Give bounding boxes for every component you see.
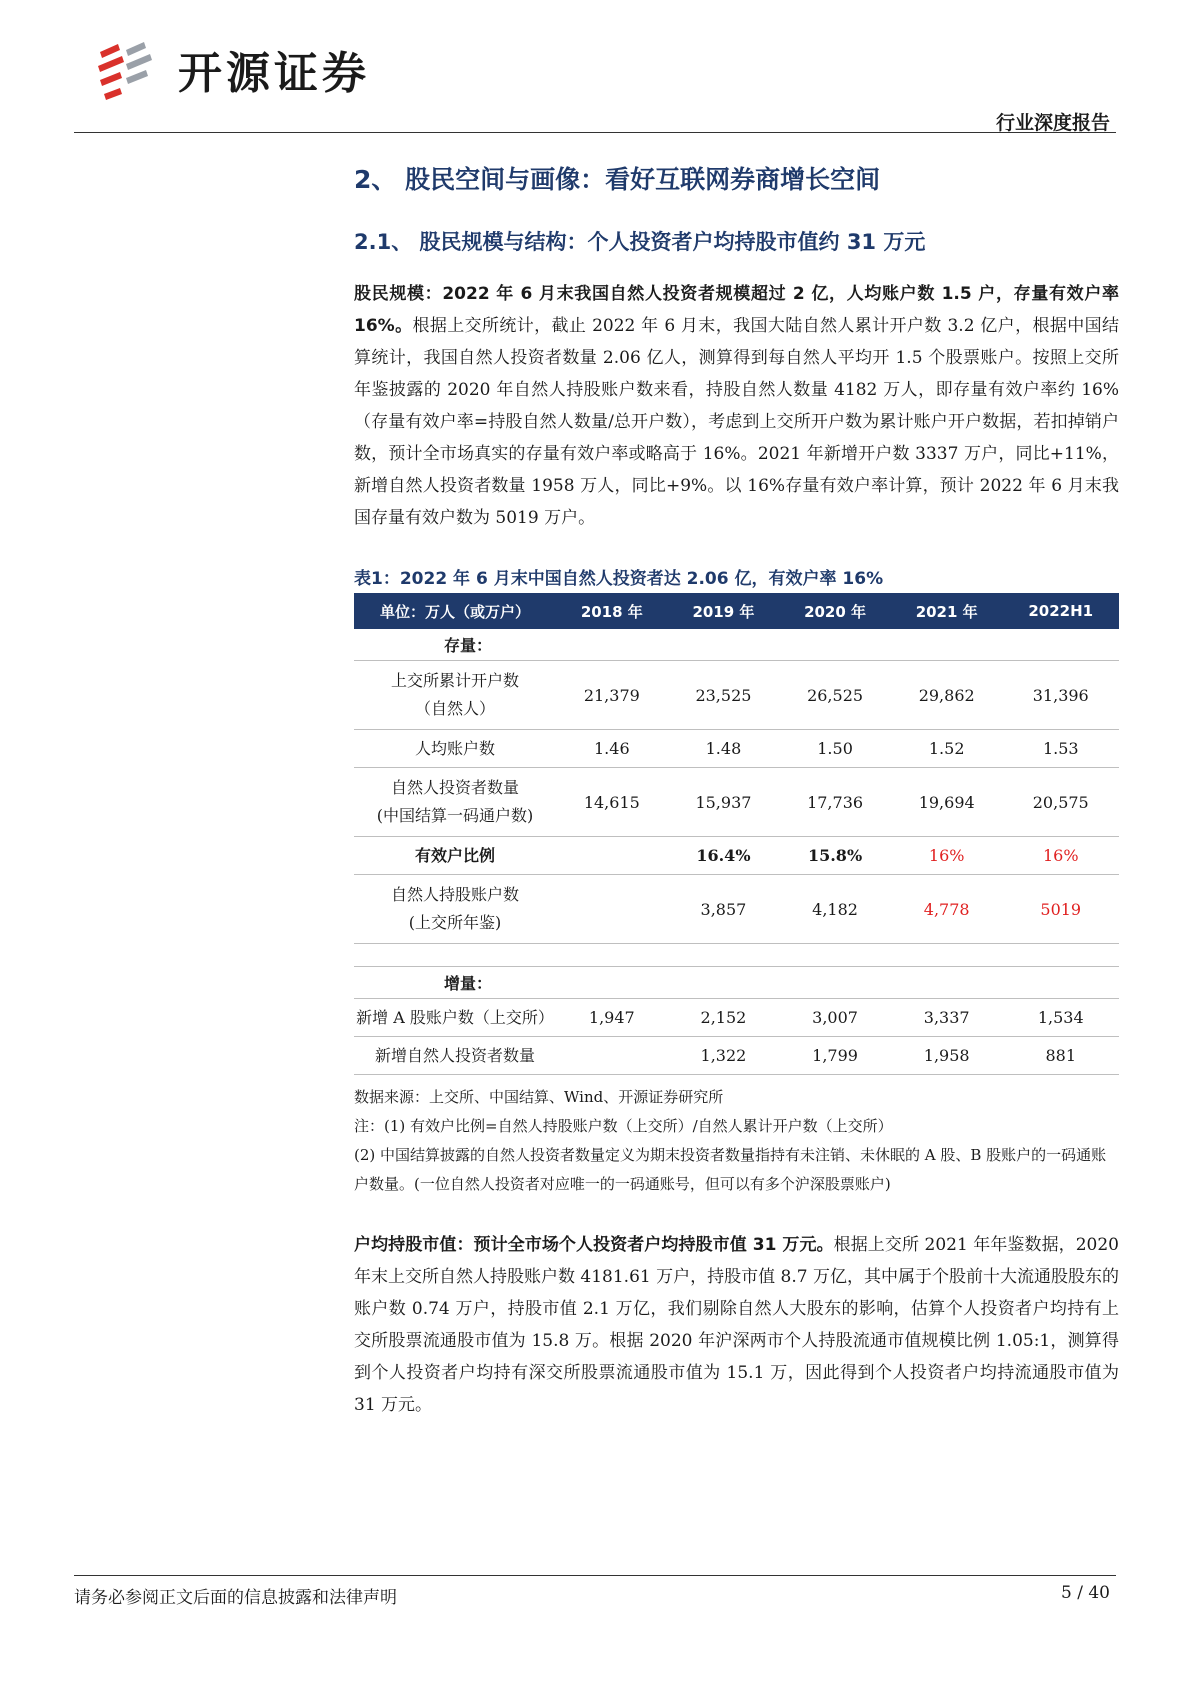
table-note-2: (2) 中国结算披露的自然人投资者数量定义为期末投资者数量指持有未注销、未休眠的 A 股、B 股账户的一码通账户数量。(一位自然人投资者对应唯一的一码通账号，但可以有多个沪深股票账户) <box>354 1146 1107 1193</box>
table-row: 自然人投资者数量 (中国结算一码通户数) 14,615 15,937 17,736 19,694 20,575 <box>354 768 1119 837</box>
main-content <box>354 150 1119 1421</box>
company-logo <box>96 36 370 102</box>
table-row: 上交所累计开户数 （自然人） 21,379 23,525 26,525 29,862 31,396 <box>354 661 1119 730</box>
page-number: 5 / 40 <box>1061 1583 1110 1603</box>
col-2018: 2018 年 <box>556 593 668 629</box>
table-row: 有效户比例 16.4% 15.8% 16% 16% <box>354 837 1119 875</box>
col-2021: 2021 年 <box>891 593 1003 629</box>
header-divider <box>74 132 1116 133</box>
paragraph-investor-scale <box>354 278 1119 534</box>
table-title: 表1：2022 年 6 月末中国自然人投资者达 2.06 亿，有效户率 16% <box>354 569 884 589</box>
table-row: 自然人持股账户数 (上交所年鉴) 3,857 4,182 4,778 5019 <box>354 875 1119 944</box>
report-type: 行业深度报告 <box>995 112 1110 134</box>
footer-disclaimer: 请务必参阅正文后面的信息披露和法律声明 <box>74 1588 397 1608</box>
col-2019: 2019 年 <box>668 593 780 629</box>
col-2022h1: 2022H1 <box>1003 593 1120 629</box>
logo-stripes-icon <box>96 36 162 102</box>
table-section-flow: 增量： <box>354 967 1119 999</box>
col-2020: 2020 年 <box>779 593 891 629</box>
table-notes <box>354 1083 1119 1199</box>
table-row: 新增自然人投资者数量 1,322 1,799 1,958 881 <box>354 1037 1119 1075</box>
paragraph-text: 根据上交所统计，截止 2022 年 6 月末，我国大陆自然人累计开户数 3.2 亿户，根据中国结算统计，我国自然人投资者数量 2.06 亿人，测算得到每自然人平均开 1.5 个股票账户。按照上交所年鉴披露的 2020 年自然人持股账户数来看，持股自然人数量 4182 万人，即存量有效户率约 16%（存量有效户率=持股自然人数量/总开户数），考虑到上交所开户数为累计账户开户数据，若扣掉销户数，预计全市场真实的存量有效户率或略高于 16%。2021 年新增开户数 3337 万户，同比+11%，新增自然人投资者数量 1958 万人，同比+9%。以 16%存量有效户率计算，预计 2022 年 6 月末我国存量有效户数为 5019 万户。 <box>354 316 1119 528</box>
table-spacer-row <box>354 944 1119 967</box>
table-note-1: 注：(1) 有效户比例=自然人持股账户数（上交所）/自然人累计开户数（上交所） <box>354 1117 893 1135</box>
table-source: 数据来源：上交所、中国结算、Wind、开源证券研究所 <box>354 1088 724 1106</box>
footer-divider <box>74 1575 1116 1576</box>
section-subtitle: 2.1、 股民规模与结构：个人投资者户均持股市值约 31 万元 <box>354 230 926 254</box>
paragraph-text: 根据上交所 2021 年年鉴数据，2020 年末上交所自然人持股账户数 4181.61 万户，持股市值 8.7 万亿，其中属于个股前十大流通股股东的账户数 0.74 万户，持股市值 2.1 万亿，我们剔除自然人大股东的影响，估算个人投资者户均持有上交所股票流通股市值为 15.8 万。根据 2020 年沪深两市个人持股流通市值规模比例 1.05:1，测算得到个人投资者户均持有深交所股票流通股市值为 15.1 万，因此得到个人投资者户均持流通股市值为 31 万元。 <box>354 1235 1119 1415</box>
investor-table <box>354 593 1119 1075</box>
table-header-row <box>354 593 1119 629</box>
col-unit: 单位：万人（或万户） <box>354 593 556 629</box>
table-section-stock: 存量： <box>354 629 1119 661</box>
paragraph-lead: 户均持股市值：预计全市场个人投资者户均持股市值 31 万元。 <box>354 1235 834 1255</box>
paragraph-avg-holding <box>354 1229 1119 1421</box>
paragraph-lead: 股民规模：2022 年 6 月末我国自然人投资者规模超过 2 亿，人均账户数 1.5 户，存量有效户率 16%。 <box>354 284 1119 336</box>
table-row: 新增 A 股账户数（上交所） 1,947 2,152 3,007 3,337 1,534 <box>354 999 1119 1037</box>
company-name: 开源证券 <box>178 48 370 99</box>
section-title: 2、 股民空间与画像：看好互联网券商增长空间 <box>354 165 881 194</box>
table-row: 人均账户数 1.46 1.48 1.50 1.52 1.53 <box>354 730 1119 768</box>
